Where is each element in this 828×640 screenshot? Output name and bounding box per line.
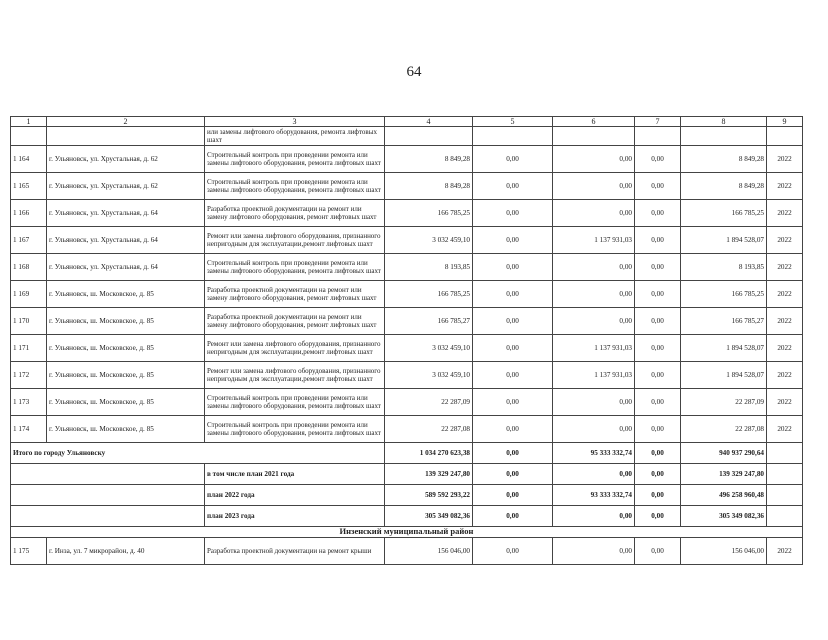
cell-column-7: 0,00 bbox=[635, 281, 681, 308]
row-address: г. Ульяновск, ул. Хрустальная, д. 64 bbox=[47, 254, 205, 281]
cell-column-5: 0,00 bbox=[473, 485, 553, 506]
row-address: г. Ульяновск, ш. Московское, д. 85 bbox=[47, 416, 205, 443]
empty-cell bbox=[11, 464, 205, 485]
column-number-header bbox=[11, 117, 803, 127]
cell-column-8: 1 894 528,07 bbox=[681, 227, 767, 254]
table-row bbox=[11, 200, 803, 227]
cell-column-6: 0,00 bbox=[553, 173, 635, 200]
cell-column-6: 1 137 931,03 bbox=[553, 362, 635, 389]
cell-column-8: 166 785,27 bbox=[681, 308, 767, 335]
continuation-description: или замены лифтового оборудования, ремонта лифтовых шахт bbox=[205, 127, 385, 146]
cell-column-7: 0,00 bbox=[635, 443, 681, 464]
register-table bbox=[10, 116, 803, 565]
cell-column-6: 0,00 bbox=[553, 146, 635, 173]
cell-total-cost: 305 349 082,36 bbox=[385, 506, 473, 527]
cell-total-cost: 22 287,08 bbox=[385, 416, 473, 443]
cell-total-cost: 1 034 270 623,38 bbox=[385, 443, 473, 464]
cell-column-5: 0,00 bbox=[473, 362, 553, 389]
cell-column-6: 0,00 bbox=[553, 200, 635, 227]
cell-column-8: 139 329 247,80 bbox=[681, 464, 767, 485]
district-name: Инзенский муниципальный район bbox=[11, 527, 803, 538]
row-number: 1 166 bbox=[11, 200, 47, 227]
table-row bbox=[11, 537, 803, 564]
cell-column-8: 8 193,85 bbox=[681, 254, 767, 281]
table-row bbox=[11, 281, 803, 308]
total-label: план 2022 года bbox=[205, 485, 385, 506]
cell-column-8: 1 894 528,07 bbox=[681, 362, 767, 389]
table-row bbox=[11, 254, 803, 281]
row-address: г. Ульяновск, ш. Московское, д. 85 bbox=[47, 308, 205, 335]
cell-column-5: 0,00 bbox=[473, 254, 553, 281]
empty-cell bbox=[767, 443, 803, 464]
cell-column-6: 93 333 332,74 bbox=[553, 485, 635, 506]
row-description: Строительный контроль при проведении ремонта или замены лифтового оборудования, ремонта лифтовых шахт bbox=[205, 254, 385, 281]
cell-year: 2022 bbox=[767, 281, 803, 308]
cell-column-5: 0,00 bbox=[473, 464, 553, 485]
cell-year: 2022 bbox=[767, 389, 803, 416]
table-row bbox=[11, 308, 803, 335]
cell-column-8: 166 785,25 bbox=[681, 281, 767, 308]
cell-total-cost: 166 785,27 bbox=[385, 308, 473, 335]
cell-total-cost: 166 785,25 bbox=[385, 281, 473, 308]
row-number: 1 168 bbox=[11, 254, 47, 281]
cell-column-7: 0,00 bbox=[635, 485, 681, 506]
empty-cell bbox=[11, 506, 205, 527]
cell-column-8: 305 349 082,36 bbox=[681, 506, 767, 527]
empty-cell bbox=[11, 485, 205, 506]
cell-column-7: 0,00 bbox=[635, 146, 681, 173]
cell-column-7: 0,00 bbox=[635, 389, 681, 416]
cell-column-6: 0,00 bbox=[553, 308, 635, 335]
row-description: Ремонт или замена лифтового оборудования, признанного непригодным для эксплуатации,ремонт лифтовых шахт bbox=[205, 335, 385, 362]
column-header: 5 bbox=[473, 117, 553, 127]
row-description: Строительный контроль при проведении ремонта или замены лифтового оборудования, ремонта лифтовых шахт bbox=[205, 146, 385, 173]
cell-total-cost: 22 287,09 bbox=[385, 389, 473, 416]
cell-column-8: 1 894 528,07 bbox=[681, 335, 767, 362]
district-header-row bbox=[11, 527, 803, 538]
column-header: 7 bbox=[635, 117, 681, 127]
empty-cell bbox=[767, 464, 803, 485]
cell-column-7: 0,00 bbox=[635, 464, 681, 485]
cell-column-7: 0,00 bbox=[635, 335, 681, 362]
row-address: г. Ульяновск, ул. Хрустальная, д. 64 bbox=[47, 200, 205, 227]
continuation-row bbox=[11, 127, 803, 146]
row-address: г. Ульяновск, ш. Московское, д. 85 bbox=[47, 389, 205, 416]
column-header: 6 bbox=[553, 117, 635, 127]
cell-total-cost: 8 849,28 bbox=[385, 173, 473, 200]
cell-total-cost: 3 032 459,10 bbox=[385, 335, 473, 362]
cell-year: 2022 bbox=[767, 200, 803, 227]
column-header: 2 bbox=[47, 117, 205, 127]
cell-year: 2022 bbox=[767, 416, 803, 443]
table-row bbox=[11, 335, 803, 362]
cell-column-6: 0,00 bbox=[553, 281, 635, 308]
row-description: Разработка проектной документации на ремонт или замену лифтового оборудования, ремонт лифтовых шахт bbox=[205, 308, 385, 335]
table-row bbox=[11, 416, 803, 443]
cell-column-5: 0,00 bbox=[473, 537, 553, 564]
cell-total-cost: 166 785,25 bbox=[385, 200, 473, 227]
column-header: 1 bbox=[11, 117, 47, 127]
cell-total-cost: 139 329 247,80 bbox=[385, 464, 473, 485]
total-label: Итого по городу Ульяновску bbox=[11, 443, 385, 464]
cell-column-7: 0,00 bbox=[635, 308, 681, 335]
cell-year: 2022 bbox=[767, 227, 803, 254]
cell-column-8: 22 287,09 bbox=[681, 389, 767, 416]
total-label: план 2023 года bbox=[205, 506, 385, 527]
row-number: 1 164 bbox=[11, 146, 47, 173]
cell-total-cost: 589 592 293,22 bbox=[385, 485, 473, 506]
cell-column-7: 0,00 bbox=[635, 173, 681, 200]
cell-year: 2022 bbox=[767, 254, 803, 281]
row-address: г. Ульяновск, ул. Хрустальная, д. 62 bbox=[47, 146, 205, 173]
cell-column-7: 0,00 bbox=[635, 200, 681, 227]
cell-column-6: 0,00 bbox=[553, 254, 635, 281]
cell-column-7: 0,00 bbox=[635, 362, 681, 389]
cell-year: 2022 bbox=[767, 146, 803, 173]
column-header: 9 bbox=[767, 117, 803, 127]
row-number: 1 165 bbox=[11, 173, 47, 200]
cell-column-5: 0,00 bbox=[473, 308, 553, 335]
cell-column-5: 0,00 bbox=[473, 200, 553, 227]
cell-total-cost: 3 032 459,10 bbox=[385, 227, 473, 254]
cell-year: 2022 bbox=[767, 335, 803, 362]
empty-cell bbox=[767, 485, 803, 506]
cell-column-8: 940 937 290,64 bbox=[681, 443, 767, 464]
table-row bbox=[11, 362, 803, 389]
row-number: 1 169 bbox=[11, 281, 47, 308]
cell-column-5: 0,00 bbox=[473, 146, 553, 173]
cell-total-cost: 8 193,85 bbox=[385, 254, 473, 281]
cell-column-7: 0,00 bbox=[635, 537, 681, 564]
cell-column-8: 156 046,00 bbox=[681, 537, 767, 564]
row-description: Строительный контроль при проведении ремонта или замены лифтового оборудования, ремонта лифтовых шахт bbox=[205, 389, 385, 416]
cell-column-8: 22 287,08 bbox=[681, 416, 767, 443]
row-number: 1 172 bbox=[11, 362, 47, 389]
cell-year: 2022 bbox=[767, 308, 803, 335]
total-row bbox=[11, 506, 803, 527]
cell-column-6: 1 137 931,03 bbox=[553, 335, 635, 362]
total-label: в том числе план 2021 года bbox=[205, 464, 385, 485]
total-row bbox=[11, 443, 803, 464]
cell-column-5: 0,00 bbox=[473, 281, 553, 308]
row-number: 1 174 bbox=[11, 416, 47, 443]
empty-cell bbox=[767, 506, 803, 527]
column-header: 4 bbox=[385, 117, 473, 127]
cell-column-6: 0,00 bbox=[553, 464, 635, 485]
row-address: г. Ульяновск, ул. Хрустальная, д. 64 bbox=[47, 227, 205, 254]
cell-column-5: 0,00 bbox=[473, 173, 553, 200]
cell-column-6: 0,00 bbox=[553, 416, 635, 443]
cell-column-5: 0,00 bbox=[473, 389, 553, 416]
cell-column-5: 0,00 bbox=[473, 443, 553, 464]
cell-column-7: 0,00 bbox=[635, 227, 681, 254]
cell-column-6: 0,00 bbox=[553, 389, 635, 416]
row-description: Ремонт или замена лифтового оборудования, признанного непригодным для эксплуатации,ремонт лифтовых шахт bbox=[205, 362, 385, 389]
cell-column-7: 0,00 bbox=[635, 254, 681, 281]
row-description: Разработка проектной документации на ремонт или замену лифтового оборудования, ремонт лифтовых шахт bbox=[205, 200, 385, 227]
row-address: г. Ульяновск, ул. Хрустальная, д. 62 bbox=[47, 173, 205, 200]
row-address: г. Ульяновск, ш. Московское, д. 85 bbox=[47, 335, 205, 362]
cell-column-5: 0,00 bbox=[473, 335, 553, 362]
cell-column-6: 0,00 bbox=[553, 506, 635, 527]
cell-column-8: 496 258 960,48 bbox=[681, 485, 767, 506]
row-address: г. Ульяновск, ш. Московское, д. 85 bbox=[47, 281, 205, 308]
row-description: Разработка проектной документации на ремонт крыши bbox=[205, 537, 385, 564]
table-row bbox=[11, 173, 803, 200]
cell-total-cost: 3 032 459,10 bbox=[385, 362, 473, 389]
cell-column-6: 0,00 bbox=[553, 537, 635, 564]
cell-year: 2022 bbox=[767, 537, 803, 564]
cell-column-6: 1 137 931,03 bbox=[553, 227, 635, 254]
cell-column-6: 95 333 332,74 bbox=[553, 443, 635, 464]
cell-column-5: 0,00 bbox=[473, 506, 553, 527]
row-number: 1 173 bbox=[11, 389, 47, 416]
row-description: Ремонт или замена лифтового оборудования, признанного непригодным для эксплуатации,ремонт лифтовых шахт bbox=[205, 227, 385, 254]
cell-column-8: 8 849,28 bbox=[681, 173, 767, 200]
cell-total-cost: 156 046,00 bbox=[385, 537, 473, 564]
row-number: 1 170 bbox=[11, 308, 47, 335]
page-number: 64 bbox=[406, 64, 422, 80]
cell-column-7: 0,00 bbox=[635, 416, 681, 443]
table-row bbox=[11, 146, 803, 173]
cell-total-cost: 8 849,28 bbox=[385, 146, 473, 173]
cell-column-5: 0,00 bbox=[473, 227, 553, 254]
column-header: 3 bbox=[205, 117, 385, 127]
row-number: 1 175 bbox=[11, 537, 47, 564]
total-row bbox=[11, 464, 803, 485]
row-address: г. Ульяновск, ш. Московское, д. 85 bbox=[47, 362, 205, 389]
table-row bbox=[11, 389, 803, 416]
cell-column-8: 166 785,25 bbox=[681, 200, 767, 227]
row-description: Разработка проектной документации на ремонт или замену лифтового оборудования, ремонт лифтовых шахт bbox=[205, 281, 385, 308]
cell-year: 2022 bbox=[767, 362, 803, 389]
cell-column-7: 0,00 bbox=[635, 506, 681, 527]
row-description: Строительный контроль при проведении ремонта или замены лифтового оборудования, ремонта лифтовых шахт bbox=[205, 416, 385, 443]
row-address: г. Инза, ул. 7 микрорайон, д. 40 bbox=[47, 537, 205, 564]
cell-year: 2022 bbox=[767, 173, 803, 200]
table-row bbox=[11, 227, 803, 254]
row-number: 1 171 bbox=[11, 335, 47, 362]
total-row bbox=[11, 485, 803, 506]
row-number: 1 167 bbox=[11, 227, 47, 254]
cell-column-8: 8 849,28 bbox=[681, 146, 767, 173]
cell-column-5: 0,00 bbox=[473, 416, 553, 443]
column-header: 8 bbox=[681, 117, 767, 127]
row-description: Строительный контроль при проведении ремонта или замены лифтового оборудования, ремонта лифтовых шахт bbox=[205, 173, 385, 200]
